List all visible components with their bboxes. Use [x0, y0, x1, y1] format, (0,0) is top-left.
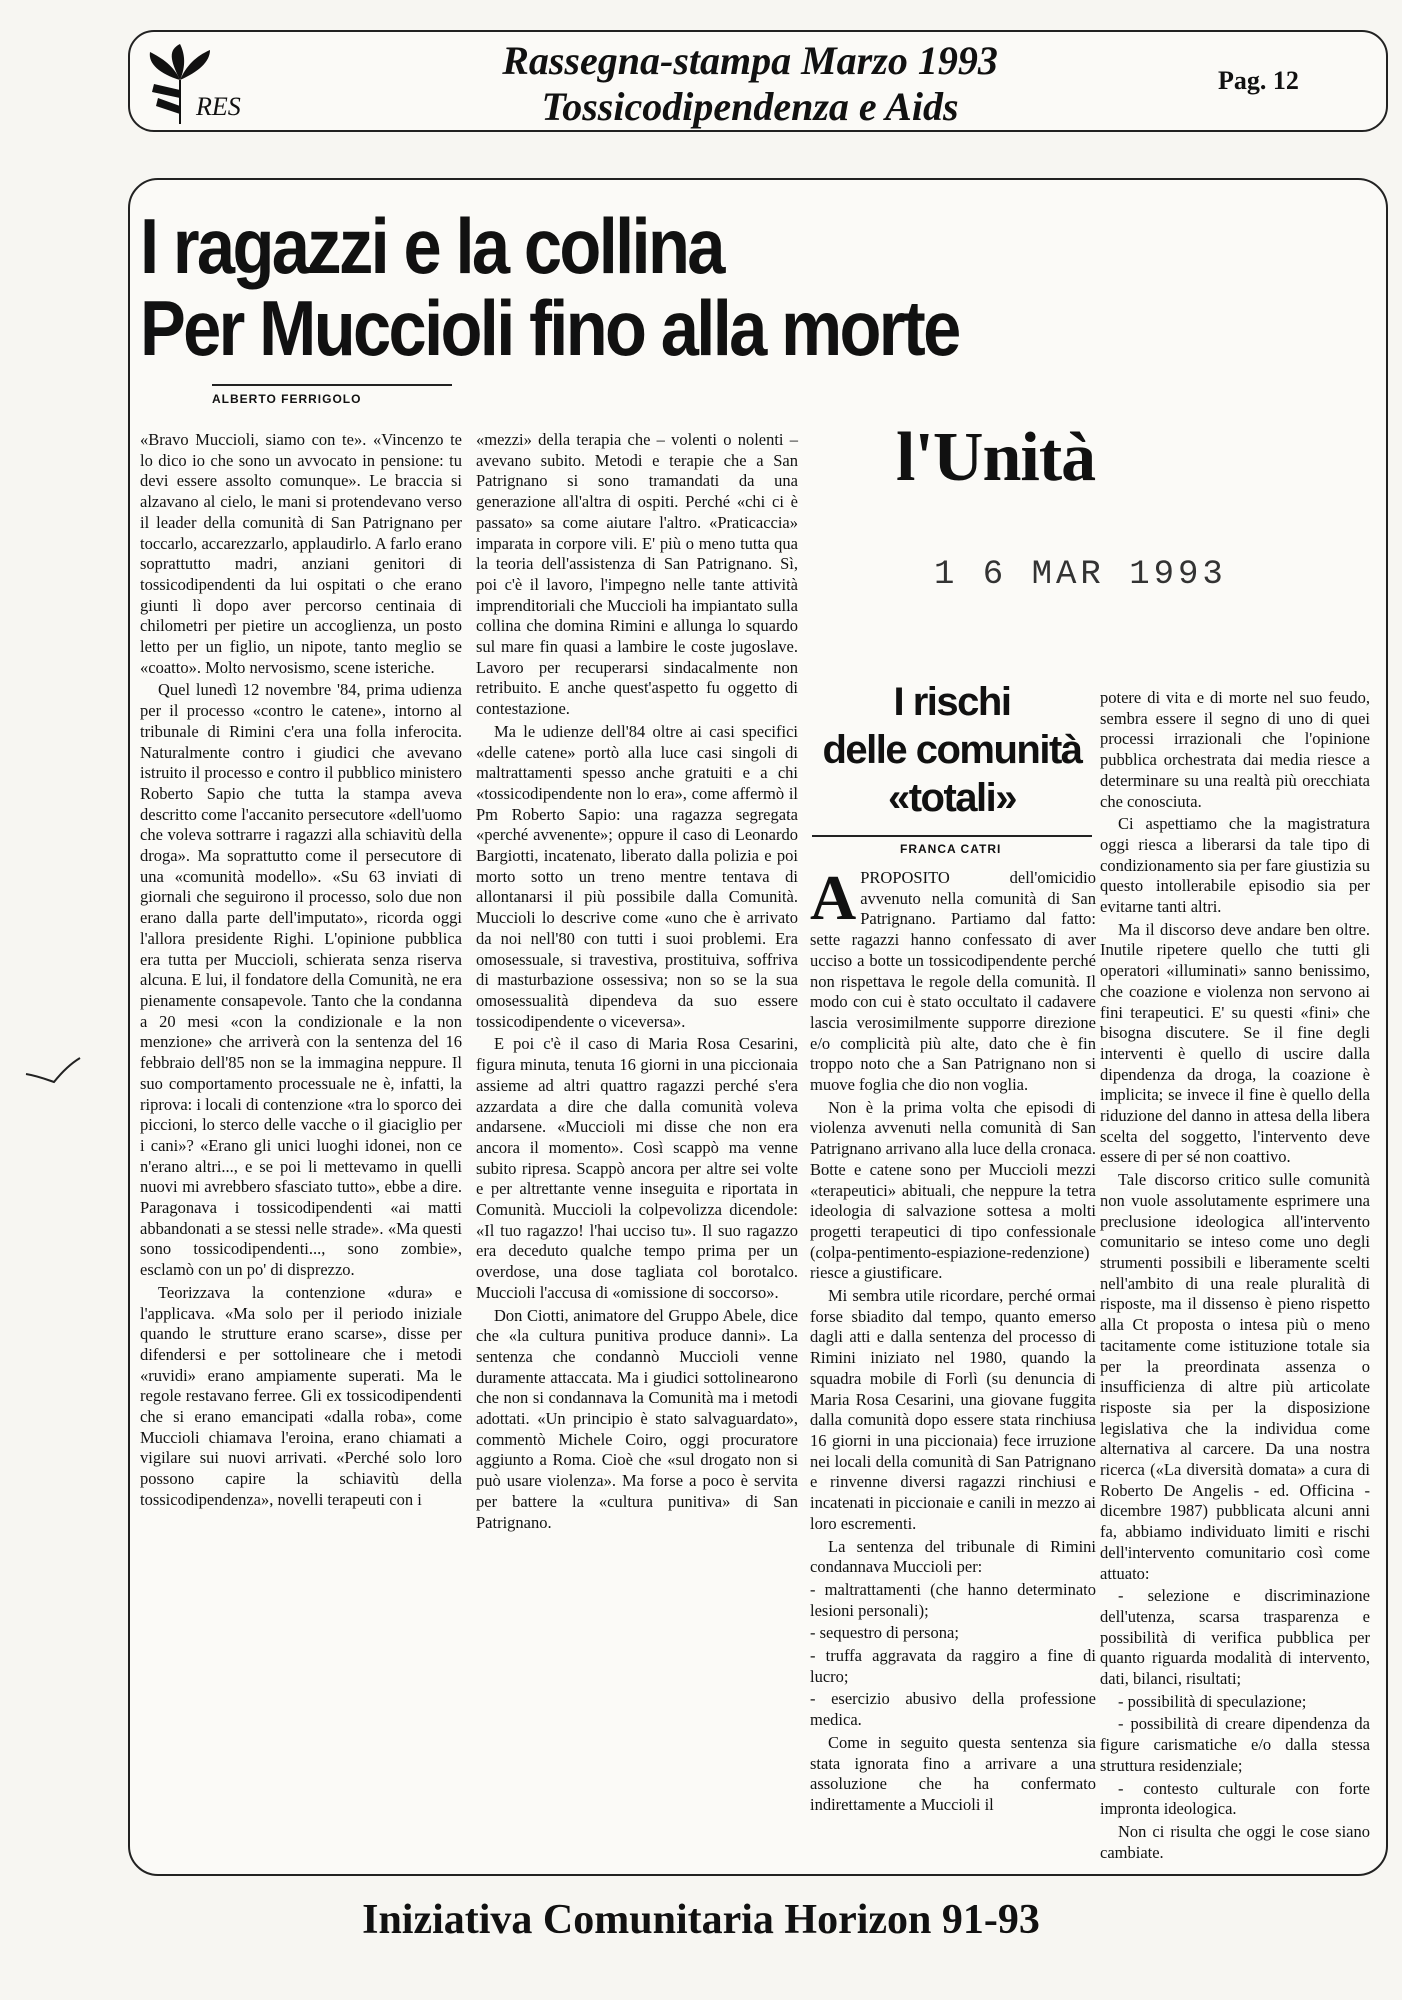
paragraph: Ma il discorso deve andare ben oltre. Inutile ripetere quello che tutti gli operatori «illuminati» sanno benissimo, che coazione e violenza non servono ai fini terapeutici. E' su questi «fini» che bisogna discutere. Se il fine degli interventi è quello di uscire dalla dipendenza da droga, la coazione è implicita; se invece il fine è quello della riduzione del danno in attesa della libera scelta del soggetto, l'intervento deve essere di per sé non coattivo.	[1100, 919, 1370, 1167]
footer-text: Iniziativa Comunitaria Horizon 91-93	[362, 1897, 1040, 1943]
sidebar-headline-line1: I rischi	[893, 680, 1011, 724]
sidebar-column-2	[1100, 688, 1370, 1865]
paragraph: Quel lunedì 12 novembre '84, prima udienza per il processo «contro le catene», intorno al tribunale di Rimini c'era una folla inferocita. Naturalmente contro i giudici che avevano istruito il processo e contro il pubblico ministero Roberto Sapio che tutta la stampa aveva descritto come l'accanito persecutore «dell'uomo che voleva sottrarre i ragazzi alla schiavitù della droga». Ma soprattutto come il persecutore di una «comunità modello». «Su 63 inviati di giornali che seguirono il processo, solo due non erano dalla parte dell'imputato», ricorda oggi l'allora presidente Righi. L'opinione pubblica era tutta per Muccioli, schierata senza riserva alcuna. E lui, il fondatore della Comunità, ne era pienamente consapevole. Tanto che la condanna a 20 mesi «con la condizionale e la non menzione» che arriverà con la sentenza del 16 febbraio dell'85 non se la immagina neppure. Il suo comportamento processuale ne è, infatti, la riprova: i locali di contenzione «tra lo sporco dei piccioni, lo sterco delle vacche o il giaciglio per i cani»? «Erano gli unici luoghi idonei, non ce n'erano altri..., e se poi li mettevamo in quelli nuovi mi avrebbero sfasciato tutto», ebbe a dire. Paragonava i tossicodipendenti «ai matti abbandonati a se stessi nelle strade». «Ma questi sono tossicodipendenti..., sono zombie», esclamò con un po' di disprezzo.	[140, 680, 462, 1280]
paragraph: Mi sembra utile ricordare, perché ormai forse sbiadito dal tempo, quanto emerso dagli atti e dalla sentenza del processo di Rimini iniziato nel 1980, quando la squadra mobile di Forlì (su denuncia di Maria Rosa Cesarini, una giovane fuggita dalla comunità dopo essere stata rinchiusa 16 giorni in una piccionaia) fece irruzione nei locali della comunità di San Patrignano e rinvenne diversi ragazzi rinchiusi e incatenati in piccionaie e canili in mezzo ai loro escrementi.	[810, 1286, 1096, 1533]
sidebar-headline-line3: «totali»	[887, 776, 1017, 820]
list-item: - truffa aggravata da raggiro a fine di lucro;	[810, 1646, 1096, 1686]
list-item: - sequestro di persona;	[810, 1623, 959, 1643]
margin-checkmark-icon	[24, 1054, 82, 1084]
byline-rule	[212, 384, 452, 386]
paragraph: Tale discorso critico sulle comunità non vuole assolutamente esprimere una preclusione ideologica all'intervento comunitario se inteso come uno degli strumenti possibili e liberamente scelti nell'ambito di una reale pluralità di risposte, ma il dissenso è pieno rispetto alla Ct proposta o intesa più o meno tacitamente come istituzione totale sia per la preordinata assenza o insufficienza di altre più articolate risposte sia per la disposizione legislativa che la individua come alternativa al carcere. Da una nostra ricerca («La diversità domata» a cura di Roberto De Angelis - ed. Officina - dicembre 1987) pubblicata alcuni anni fa, abbiamo individuato limiti e rischi dell'intervento comunitario così come attuato:	[1100, 1170, 1370, 1583]
list-item: - possibilità di speculazione;	[1118, 1691, 1307, 1711]
logo-text: RES	[196, 92, 241, 121]
sidebar-column-1	[810, 862, 1096, 1818]
header-title-line2: Tossicodipendenza e Aids	[541, 84, 959, 129]
paragraph: potere di vita e di morte nel suo feudo, sembra essere il segno di uno di quei processi irrazionali che l'opinione pubblica orchestrata dai media riesce a determinare su una realtà più orecchiata che conosciuta.	[1100, 688, 1370, 811]
paragraph: Come in seguito questa sentenza sia stata ignorata fino a arrivare a una assoluzione che ha confermato indirettamente a Muccioli il	[810, 1732, 1096, 1814]
headline-line1: I ragazzi e la collina	[140, 202, 723, 290]
paragraph: Non è la prima volta che episodi di violenza avvenuti nella comunità di San Patrignano arrivano alla luce della cronaca. Botte e catene sono per Muccioli mezzi «terapeutici» abituali, che neppure la tetra ideologia di salvazione sottesa a molti progetti terapeutici di tipo confessionale (colpa-pentimento-espiazione-redenzione) riesce a giustificare.	[810, 1097, 1096, 1283]
article-byline: ALBERTO FERRIGOLO	[212, 392, 362, 406]
article-column-1	[140, 430, 462, 1513]
list-item: - maltrattamenti (che hanno determinato lesioni personali);	[810, 1579, 1096, 1620]
paragraph: «mezzi» della terapia che – volenti o nolenti – avevano subito. Metodi e terapie che a San Patrignano si sono tramandati da una generazione all'altra di ospiti. Perché «chi ci è passato» sa come aiutare l'altro. «Praticaccia» imparata in corpore vili. E' più o meno tutta qua la teoria dell'assistenza di San Patrignano. Sì, poi c'è il lavoro, l'impegno nelle tante attività imprenditoriali che Muccioli ha impiantato sulla collina che domina Rimini e allunga lo squardo sul mare fin quasi a lambire le coste jugoslave. Lavoro per recuperarsi sindacalmente non retribuito. E anche quest'aspetto fu oggetto di contestazione.	[476, 430, 798, 719]
list-item: - esercizio abusivo della professione medica.	[810, 1689, 1096, 1730]
newspaper-masthead: l'Unità	[896, 419, 1096, 496]
paragraph	[810, 862, 1096, 1096]
sidebar-headline	[812, 678, 1092, 822]
date-stamp: 1 6 MAR 1993	[934, 556, 1227, 594]
paragraph: Teorizzava la contenzione «dura» e l'applicava. «Ma solo per il periodo iniziale quando le strutture erano scarse», disse per difendersi e per sottolineare che i metodi «ruvidi» erano ampiamente superati. Ma le regole restavano ferree. Gli ex tossicodipendenti che si erano emancipati «dalla roba», come Muccioli chiamava l'eroina, erano chiamati a vigilare sui nuovi arrivati. «Perché solo loro possono capire la schiavitù della tossicodipendenza», novelli terapeuti con i	[140, 1282, 462, 1509]
paragraph: Ma le udienze dell'84 oltre ai casi specifici «delle catene» portò alla luce casi singoli di maltrattamenti spesso anche gratuiti e a chi «tossicodipendente non lo era», come affermò il Pm Roberto Sapio: una ragazza segregata «perché avvenente»; oppure il caso di Leonardo Bargiotti, incatenato, liberato dalla polizia e poi morto sotto un treno mentre tentava di allontanarsi il più possibile dalla Comunità. Muccioli lo descrive come «uno che è arrivato da noi nell'80 con tutti i suoi problemi. Era omosessuale, si travestiva, prostituiva, soffriva di masturbazione ossessiva; non so se la sua omosessualità dipendeva da suo essere tossicodipendente o viceversa».	[476, 721, 798, 1031]
article-headline	[140, 202, 1002, 372]
header-title	[360, 38, 1140, 130]
article-column-2	[476, 430, 798, 1535]
sidebar-byline: FRANCA CATRI	[900, 842, 1002, 856]
paragraph: Don Ciotti, animatore del Gruppo Abele, dice che «la cultura punitiva produce danni». La sentenza che condannò Muccioli venne duramente attaccata. Ma i giudici sottolinearono che non si condannava la Comunità ma i metodi adottati. «Un principio è stato salvaguardato», commentò Michele Coiro, oggi procuratore aggiunto a Roma. Cioè che «sul drogato non si può usare violenza». Ma forse a poco è servita per battere la «cultura punitiva» di San Patrignano.	[476, 1305, 798, 1532]
paragraph: Non ci risulta che oggi le cose siano cambiate.	[1100, 1821, 1370, 1862]
list-item: - possibilità di creare dipendenza da figure carismatiche e/o dalla stessa struttura residenziale;	[1100, 1714, 1370, 1775]
list-item: - contesto culturale con forte impronta ideologica.	[1100, 1778, 1370, 1819]
sidebar-byline-rule	[812, 835, 1092, 837]
sidebar-headline-line2: delle comunità	[822, 728, 1082, 772]
page-number: Pag. 12	[1218, 66, 1299, 95]
paragraph: Ci aspettiamo che la magistratura oggi riesca a liberarsi da tale tipo di condizionamento sia per fare giustizia su questo intollerabile episodio sia per evitarne tanti altri.	[1100, 814, 1370, 917]
headline-line2: Per Muccioli fino alla morte	[140, 284, 959, 372]
paragraph: La sentenza del tribunale di Rimini condannava Muccioli per:	[810, 1536, 1096, 1577]
paragraph-text: PROPOSITO dell'omicidio avvenuto nella comunità di San Patrignano. Partiamo dal fatto: sette ragazzi hanno confessato di aver ucciso a botte un tossicodipendente perché non rispettava le regole della comunità. Il modo con cui è stato occultato il cadavere lascia verosimilmente supporre direzione e/o complicità più alte, dato che è fin troppo noto che a San Patrignano non si muove foglia che dio non voglia.	[810, 868, 1096, 1095]
list-item: - selezione e discriminazione dell'utenza, scarsa trasparenza e possibilità di verifica pubblica per quanto riguarda modalità di intervento, dati, bilanci, risultati;	[1100, 1586, 1370, 1689]
paragraph: E poi c'è il caso di Maria Rosa Cesarini, figura minuta, tenuta 16 giorni in una piccionaia assieme ad altri quattro ragazzi perché s'era azzardata a dire che dalla comunità voleva andarsene. «Muccioli mi disse che non era ancora il momento». Così scappò ma venne subito ripresa. Scappò ancora per altre sei volte e per altrettante venne inseguita e riportata in Comunità. Muccioli la colpevolizza dicendole: «Il tuo ragazzo! l'hai ucciso tu». Il suo ragazzo era deceduto qualche tempo prima per un overdose, una dose tagliata col borotalco. Muccioli l'accusa di «omissione di soccorso».	[476, 1034, 798, 1302]
drop-cap: A	[810, 862, 857, 933]
paragraph: «Bravo Muccioli, siamo con te». «Vincenzo te lo dico io che sono un avvocato in pensione: tu devi essere assolto comunque». Le braccia si alzavano al cielo, le mani si protendevano verso il leader della comunità di San Patrignano per toccarlo, accarezzarlo, applaudirlo. A farlo erano soprattutto madri, anziani genitori di tossicodipendenti da lui ospitati o che erano giunti lì dopo aver percorso centinaia di chilometri per pietire un accoglienza, un posto letto per un figlio, un nipote, tanto meglio se «coatto». Molto nervosismo, scene isteriche.	[140, 430, 462, 677]
header-title-line1: Rassegna-stampa Marzo 1993	[502, 38, 998, 83]
